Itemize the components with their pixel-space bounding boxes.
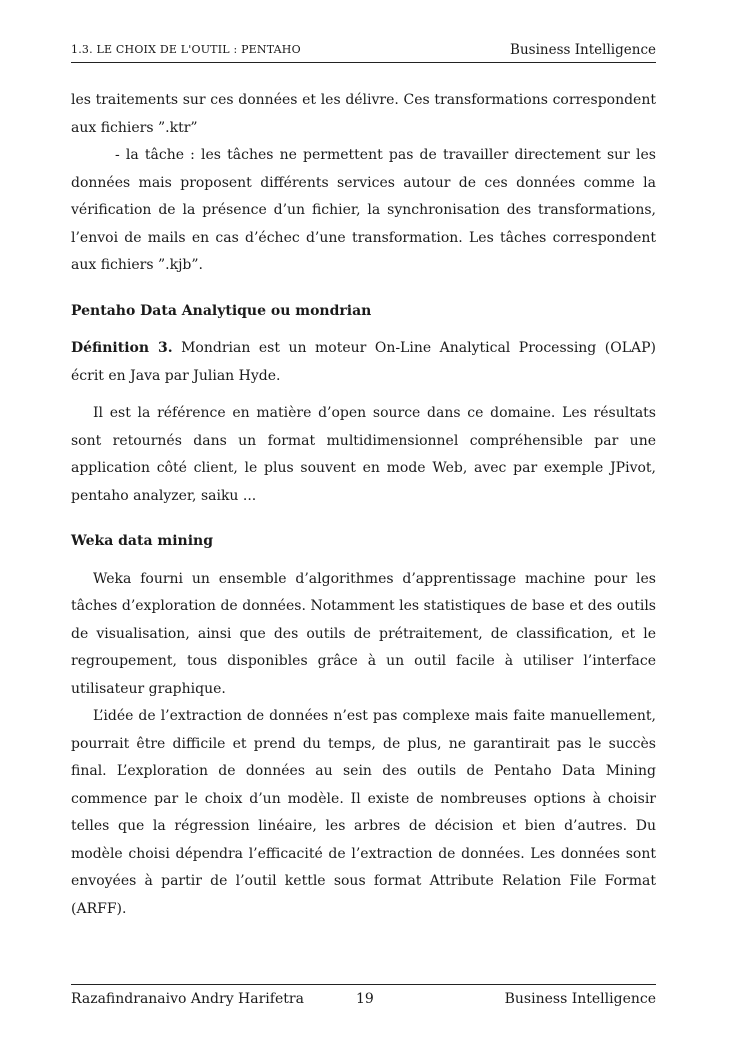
header-section: 1.3. LE CHOIX DE L'OUTIL : PENTAHO — [71, 43, 301, 56]
running-header — [71, 42, 656, 63]
paragraph-task: - la tâche : les tâches ne permettent pas de travailler directement sur les données mais proposent différents services autour de ces données comme la vérification de la présence d’un fichier, la synchronisation des transformations, l’envoi de mails en cas d’échec d’une transformation. Les tâches correspondent aux fichiers ”.kjb”. — [71, 147, 656, 273]
paragraph-weka-intro: Weka fourni un ensemble d’algorithmes d’apprentissage machine pour les tâches d’exploration de données. Notamment les statistiques de base et des outils de visualisation, ainsi que des outils de prétraitement, de classification, et le regroupement, tous disponibles grâce à un outil facile à utiliser l’interface utilisateur graphique. — [71, 570, 656, 697]
section-heading-weka: Weka data mining — [71, 533, 214, 549]
section-heading-mondrian: Pentaho Data Analytique ou mondrian — [71, 302, 372, 319]
definition-label: Définition 3. — [71, 340, 173, 356]
paragraph-olap-reference: Il est la référence en matière d’open source dans ce domaine. Les résultats sont retournés dans un format multidimensionnel compréhensible par une application côté client, le plus souvent en mode Web, avec par exemple JPivot, pentaho analyzer, saiku ... — [71, 405, 656, 504]
paragraph-transformations: les traitements sur ces données et les délivre. Ces transformations correspondent aux fichiers ”.ktr” — [71, 92, 656, 136]
page-number: 19 — [356, 991, 374, 1007]
running-footer — [71, 984, 656, 1011]
definition-text: Mondrian est un moteur On-Line Analytical Processing (OLAP) écrit en Java par Julian Hyde. — [71, 340, 657, 384]
definition-block — [71, 335, 656, 390]
paragraph-data-mining: L’idée de l’extraction de données n’est pas complexe mais faite manuellement, pourrait être difficile et prend du temps, de plus, ne garantirait pas le succès final. L’exploration de données au sein des outils de Pentaho Data Mining commence par le choix d’un modèle. Il existe de nombreuses options à choisir telles que la régression linéaire, les arbres de décision et bien d’autres. Du modèle choisi dépendra l’efficacité de l’extraction de données. Les données sont envoyées à partir de l’outil kettle sous format Attribute Relation File Format (ARFF). — [71, 708, 656, 917]
footer-author: Razafindranaivo Andry Harifetra — [71, 991, 304, 1007]
header-title: Business Intelligence — [510, 42, 656, 58]
footer-title: Business Intelligence — [504, 991, 656, 1007]
page-body — [71, 87, 656, 923]
